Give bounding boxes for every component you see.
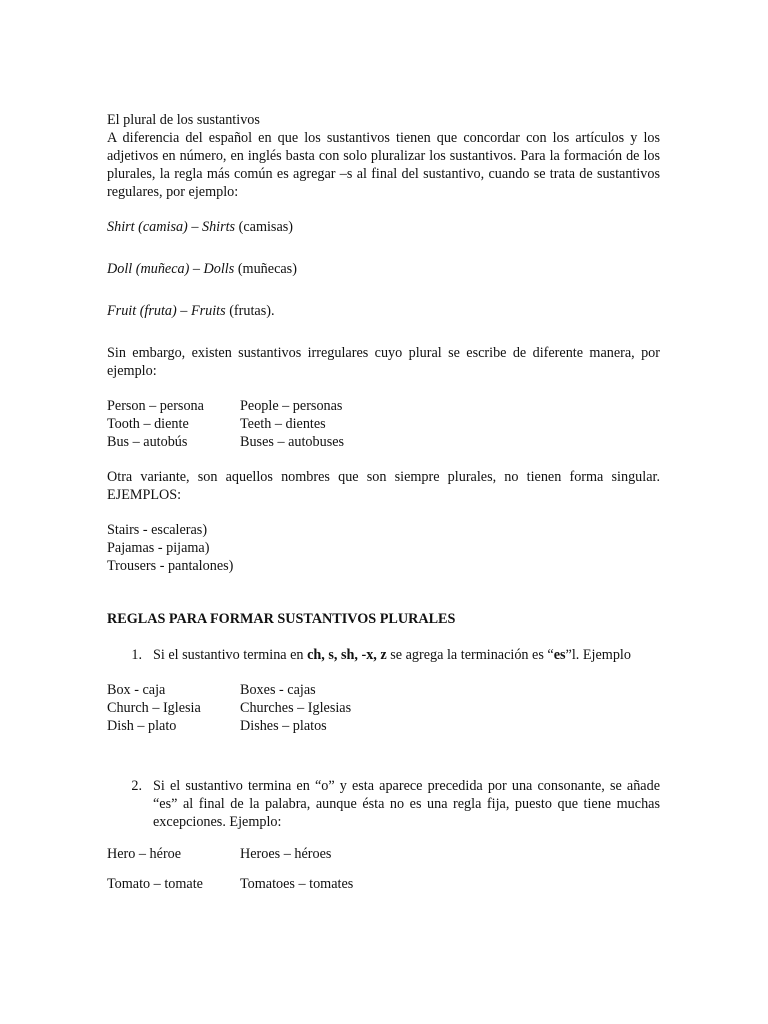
word-pair: [107, 681, 660, 699]
word-pair: [107, 433, 660, 451]
regular-example-italic: Fruit (fruta) – Fruits: [107, 303, 226, 319]
rule-1-text-c: ”l. Ejemplo: [565, 647, 631, 663]
word-pair: [107, 875, 660, 893]
plural-word: Buses – autobuses: [240, 434, 345, 450]
rule-number: [107, 777, 153, 831]
intro-paragraph: A diferencia del español en que los sustantivos tienen que concordar con los artículos y los adjetivos en número, en inglés basta con solo pluralizar los sustantivos. Para la formación de los plurales, la regla más común es agregar –s al final del sustantivo, cuando se trata de sustantivos regulares, por ejemplo:: [107, 130, 660, 200]
rule-number-label: 2.: [131, 778, 142, 794]
singular-word: Church – Iglesia: [107, 700, 201, 716]
irregular-pairs: [107, 397, 660, 451]
regular-example-italic: Doll (muñeca) – Dolls: [107, 261, 235, 277]
singular-word: Bus – autobús: [107, 434, 188, 450]
rule-1-text-a: Si el sustantivo termina en: [153, 647, 308, 663]
regular-example: [107, 260, 660, 278]
rule-2-pairs: [107, 845, 660, 893]
rule-1: [107, 646, 660, 664]
regular-example: [107, 302, 660, 320]
plural-word: Tomatoes – tomates: [240, 876, 354, 892]
rule-1-bold-b: es: [553, 647, 566, 663]
rule-number: [107, 646, 153, 664]
singular-word: Box - caja: [107, 682, 166, 698]
singular-word: Hero – héroe: [107, 846, 182, 862]
word-pair: [107, 397, 660, 415]
always-plural-item: Trousers - pantalones): [107, 558, 234, 574]
word-pair: [107, 415, 660, 433]
always-plural-list: [107, 521, 660, 575]
regular-example: [107, 218, 660, 236]
plural-word: Teeth – dientes: [240, 416, 326, 432]
regular-example-plain: (muñecas): [234, 261, 297, 277]
rules-heading: REGLAS PARA FORMAR SUSTANTIVOS PLURALES: [107, 611, 456, 627]
rule-1-pairs: [107, 681, 660, 735]
always-plural-item: Pajamas - pijama): [107, 540, 210, 556]
rule-1-bold-a: ch, s, sh, -x, z: [307, 647, 387, 663]
regular-example-italic: Shirt (camisa) – Shirts: [107, 219, 236, 235]
rule-1-text: [153, 646, 660, 664]
document-page: [107, 111, 660, 893]
rule-number-label: 1.: [131, 647, 142, 663]
singular-word: Tomato – tomate: [107, 876, 203, 892]
plural-word: Dishes – platos: [240, 718, 327, 734]
always-plural-intro: Otra variante, son aquellos nombres que son siempre plurales, no tienen forma singular. EJEMPLOS:: [107, 469, 660, 503]
always-plural-item: Stairs - escaleras): [107, 522, 208, 538]
doc-title: El plural de los sustantivos: [107, 112, 260, 128]
regular-example-plain: (frutas).: [225, 303, 275, 319]
regular-examples: [107, 218, 660, 320]
singular-word: Tooth – diente: [107, 416, 189, 432]
regular-example-plain: (camisas): [235, 219, 294, 235]
rule-2: [107, 777, 660, 831]
rule-1-text-b: se agrega la terminación es “: [386, 647, 554, 663]
irregular-intro: Sin embargo, existen sustantivos irregulares cuyo plural se escribe de diferente manera, por ejemplo:: [107, 345, 660, 379]
word-pair: [107, 717, 660, 735]
plural-word: Heroes – héroes: [240, 846, 332, 862]
plural-word: People – personas: [240, 398, 343, 414]
singular-word: Person – persona: [107, 398, 204, 414]
plural-word: Churches – Iglesias: [240, 700, 352, 716]
word-pair: [107, 845, 660, 863]
word-pair: [107, 699, 660, 717]
plural-word: Boxes - cajas: [240, 682, 316, 698]
rule-2-text: Si el sustantivo termina en “o” y esta aparece precedida por una consonante, se añade “es” al final de la palabra, aunque ésta no es una regla fija, puesto que tiene muchas excepciones. Ejemplo:: [153, 778, 660, 830]
singular-word: Dish – plato: [107, 718, 177, 734]
